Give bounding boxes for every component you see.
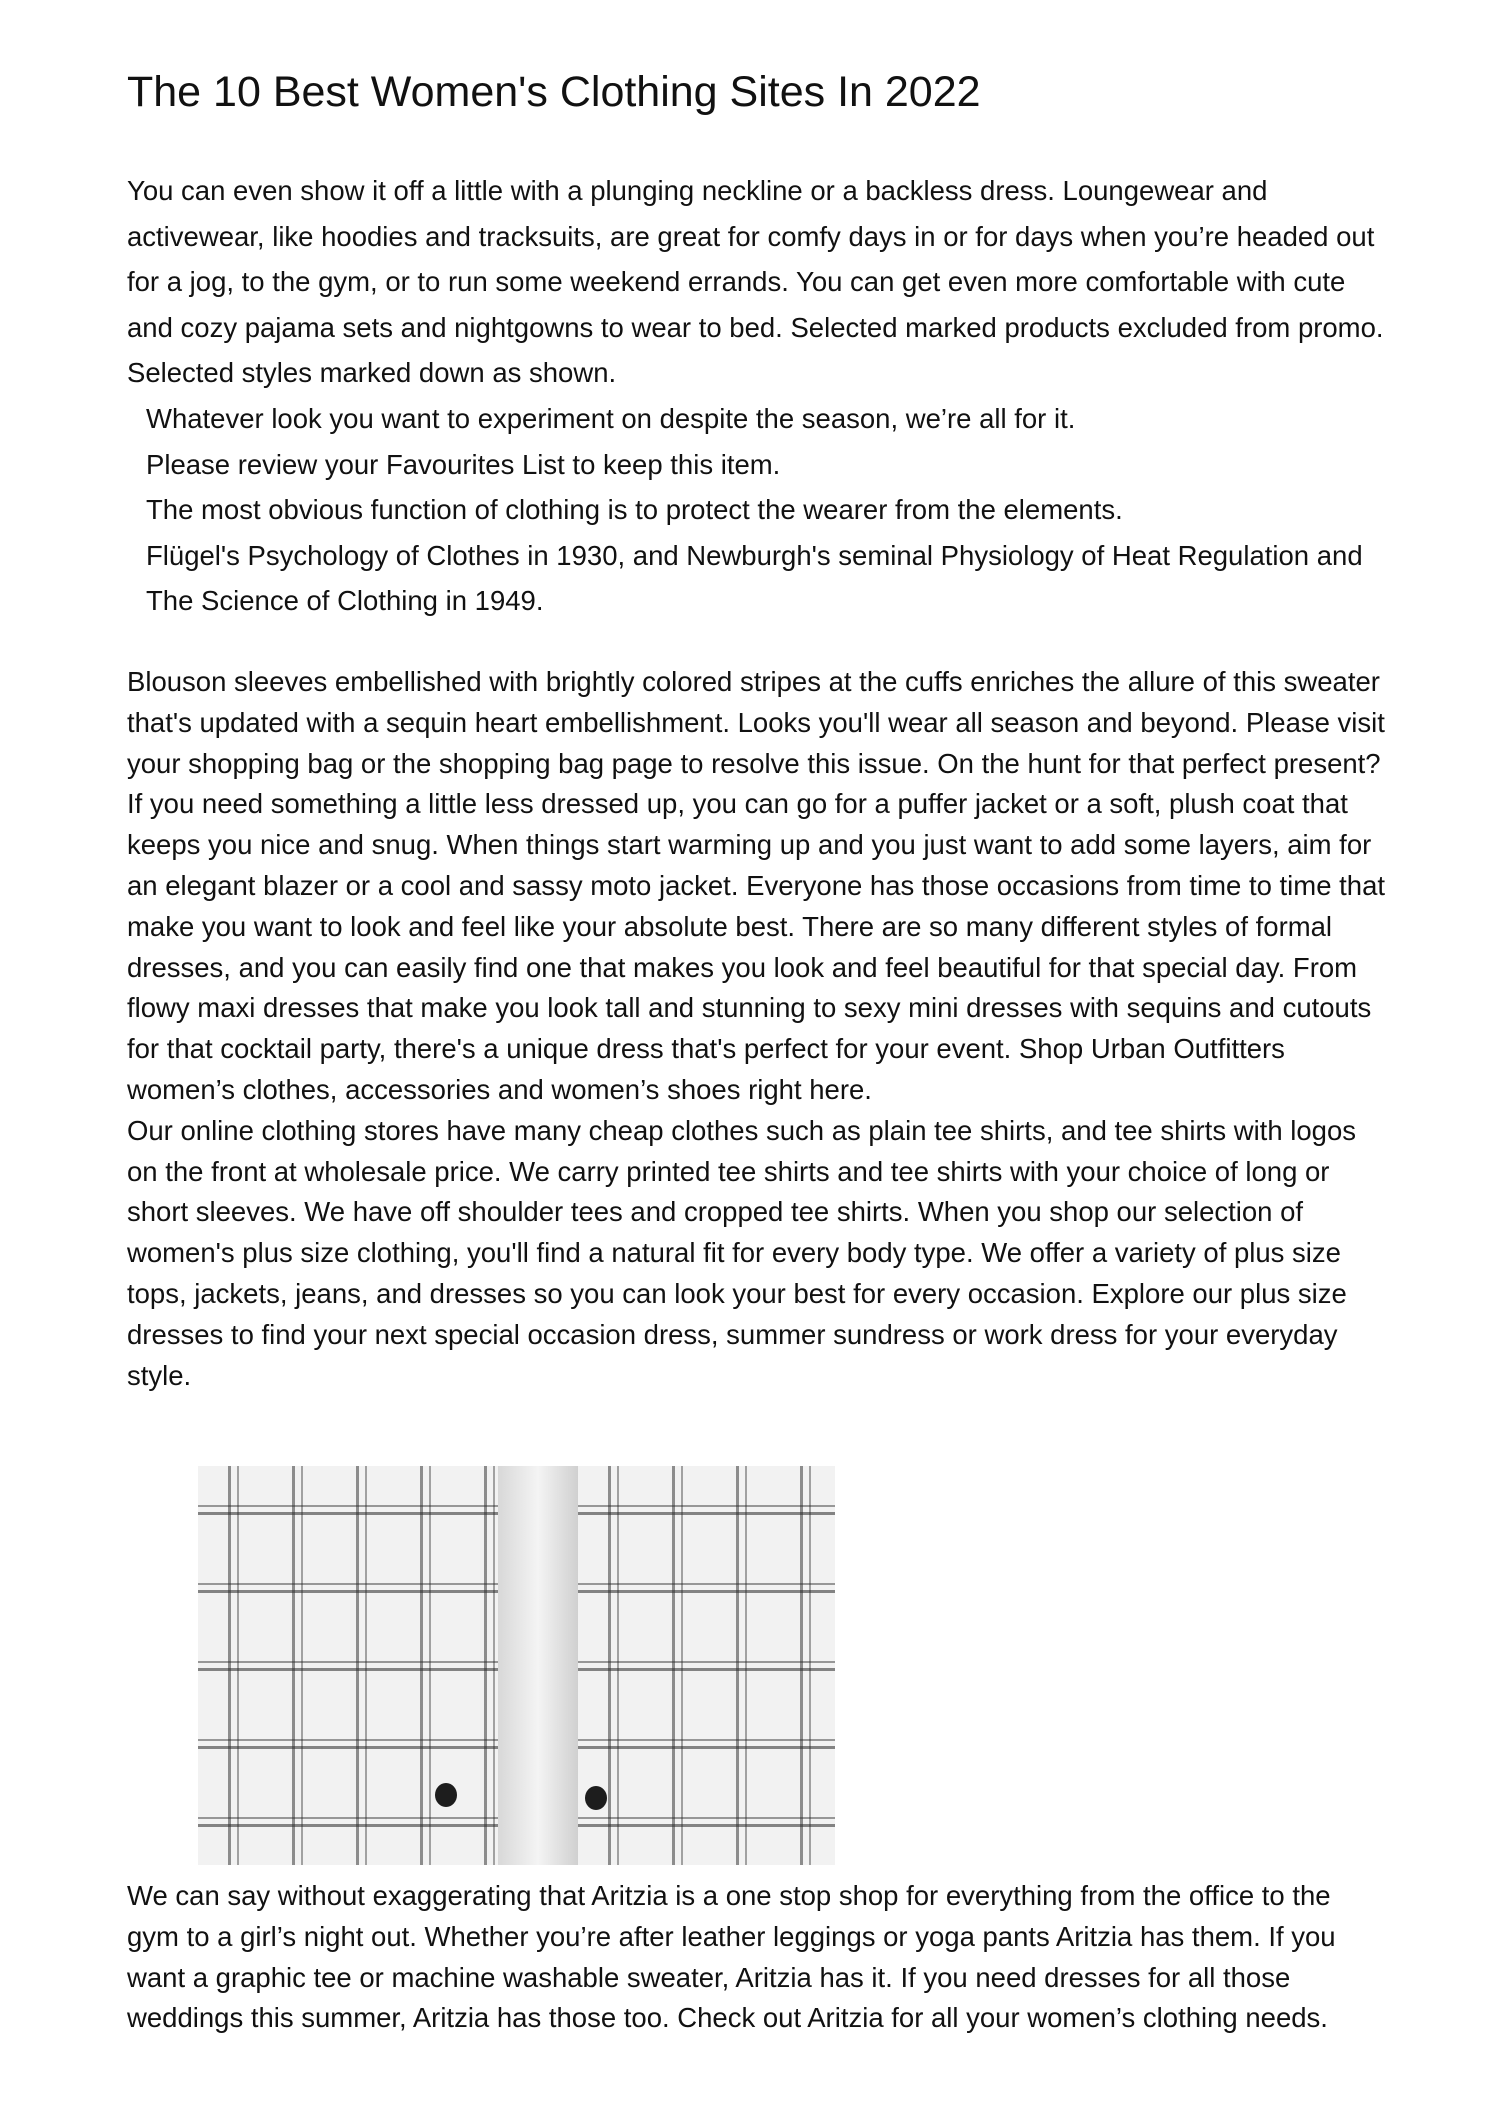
- body-text: [127, 662, 1387, 1396]
- list-item: Flügel's Psychology of Clothes in 1930, and Newburgh's seminal Physiology of Heat Regulation and The Science of Clothing in 1949.: [146, 539, 1363, 616]
- bullet-list: [146, 396, 1386, 624]
- page-title: The 10 Best Women's Clothing Sites In 2022: [127, 68, 981, 116]
- jacket-right-panel: [578, 1466, 835, 1865]
- paragraph: Blouson sleeves embellished with brightly colored stripes at the cuffs enriches the allure of this sweater that's updated with a sequin heart embellishment. Looks you'll wear all season and beyond. Please visit your shopping bag or the shopping bag page to resolve this issue. On the hunt for that perfect present?: [127, 666, 1385, 779]
- list-item: The most obvious function of clothing is to protect the wearer from the elements.: [146, 494, 1123, 525]
- list-item: Whatever look you want to experiment on despite the season, we’re all for it.: [146, 403, 1076, 434]
- list-item: Please review your Favourites List to keep this item.: [146, 448, 781, 480]
- intro-paragraph: You can even show it off a little with a plunging neckline or a backless dress. Loungewear and activewear, like hoodies and tracksuits, are great for comfy days in or for days when you’re headed out for a jog, to the gym, or to run some weekend errands. You can get even more comfortable with cute and cozy pajama sets and nightgowns to wear to bed. Selected marked products excluded from promo. Selected styles marked down as shown.: [127, 175, 1384, 388]
- jacket-lining: [498, 1466, 578, 1865]
- plaid-jacket-image: [198, 1466, 835, 1865]
- paragraph: Our online clothing stores have many cheap clothes such as plain tee shirts, and tee shirts with logos on the front at wholesale price. We carry printed tee shirts and tee shirts with your choice of long or short sleeves. We have off shoulder tees and cropped tee shirts. When you shop our selection of women's plus size clothing, you'll find a natural fit for every body type. We offer a variety of plus size tops, jackets, jeans, and dresses so you can look your best for every occasion. Explore our plus size dresses to find your next special occasion dress, summer sundress or work dress for your everyday style.: [127, 1114, 1357, 1391]
- jacket-left-panel: [198, 1466, 498, 1865]
- paragraph: If you need something a little less dressed up, you can go for a puffer jacket or a soft, plush coat that keeps you nice and snug. When things start warming up and you just want to add some layers, aim for an elegant blazer or a cool and sassy moto jacket. Everyone has those occasions from time to time that make you want to look and feel like your absolute best. There are so many different styles of formal dresses, and you can easily find one that makes you look and feel beautiful for that special day. From flowy maxi dresses that make you look tall and stunning to sexy mini dresses with sequins and cutouts for that cocktail party, there's a unique dress that's perfect for your event. Shop Urban Outfitters women’s clothes, accessories and women’s shoes right here.: [127, 788, 1386, 1105]
- button-icon: [435, 1783, 457, 1807]
- closing-paragraph: We can say without exaggerating that Aritzia is a one stop shop for everything from the office to the gym to a girl’s night out. Whether you’re after leather leggings or yoga pants Aritzia has them. If you want a graphic tee or machine washable sweater, Aritzia has it. If you need dresses for all those weddings this summer, Aritzia has those too. Check out Aritzia for all your women’s clothing needs.: [127, 1880, 1336, 2034]
- button-icon: [585, 1786, 607, 1810]
